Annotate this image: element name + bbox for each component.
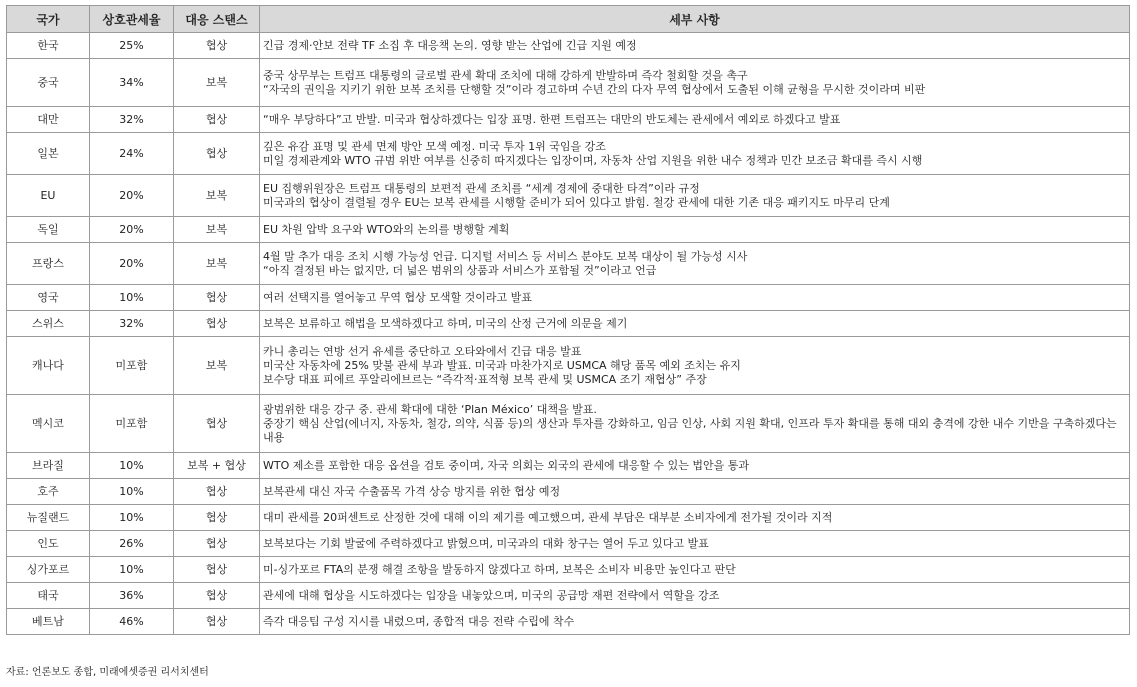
stance-cell: 협상: [174, 583, 260, 609]
table-row: [7, 395, 1130, 453]
details-line: “아직 결정된 바는 없지만, 더 넓은 범위의 상품과 서비스가 포함될 것”이라고 언급: [263, 263, 657, 277]
stance-cell: 보복: [174, 243, 260, 285]
details-cell: [260, 395, 1130, 453]
country-cell: 인도: [7, 531, 90, 557]
details-line: 여러 선택지를 열어놓고 무역 협상 모색할 것이라고 발표: [263, 290, 532, 304]
details-line: WTO 제소를 포함한 대응 옵션을 검토 중이며, 자국 의회는 외국의 관세에 대응할 수 있는 법안을 통과: [263, 458, 749, 472]
table-row: [7, 583, 1130, 609]
details-line: EU 집행위원장은 트럼프 대통령의 보편적 관세 조치를 “세계 경제에 중대한 타격”이라 규정: [263, 181, 700, 195]
source-note: 자료: 언론보도 종합, 미래에셋증권 리서치센터: [6, 667, 209, 678]
details-cell: [260, 557, 1130, 583]
table-row: [7, 453, 1130, 479]
stance-cell: 보복: [174, 175, 260, 217]
table-row: [7, 557, 1130, 583]
country-cell: 중국: [7, 59, 90, 107]
header-country: 국가: [7, 6, 90, 33]
details-line: 보수당 대표 피에르 푸알리에브르는 “즉각적·표적형 보복 관세 및 USMCA 조기 재협상” 주장: [263, 372, 707, 386]
stance-cell: 협상: [174, 531, 260, 557]
header-details: 세부 사항: [260, 6, 1130, 33]
details-cell: [260, 337, 1130, 395]
details-line: 미국과의 협상이 결렬될 경우 EU는 보복 관세를 시행할 준비가 되어 있다고 밝힘. 철강 관세에 대한 기존 대응 패키지도 마무리 단계: [263, 195, 890, 209]
details-cell: [260, 531, 1130, 557]
details-line: 깊은 유감 표명 및 관세 면제 방안 모색 예정. 미국 투자 1위 국임을 강조: [263, 139, 606, 153]
details-line: 보복관세 대신 자국 수출품목 가격 상승 방지를 위한 협상 예정: [263, 484, 561, 498]
country-cell: 대만: [7, 107, 90, 133]
stance-cell: 협상: [174, 33, 260, 59]
table-row: [7, 59, 1130, 107]
country-cell: 태국: [7, 583, 90, 609]
tariff-rate-cell: 32%: [90, 107, 174, 133]
table-header-row: [7, 6, 1130, 33]
details-line: 중국 상무부는 트럼프 대통령의 글로벌 관세 확대 조치에 대해 강하게 반발하며 즉각 철회할 것을 촉구: [263, 68, 748, 82]
stance-cell: 보복: [174, 337, 260, 395]
table-row: [7, 243, 1130, 285]
details-line: 카니 총리는 연방 선거 유세를 중단하고 오타와에서 긴급 대응 발표: [263, 344, 582, 358]
details-line: 미-싱가포르 FTA의 분쟁 해결 조항을 발동하지 않겠다고 하며, 보복은 소비자 비용만 높인다고 판단: [263, 562, 736, 576]
stance-cell: 협상: [174, 285, 260, 311]
details-cell: [260, 33, 1130, 59]
tariff-rate-cell: 20%: [90, 217, 174, 243]
country-cell: 베트남: [7, 609, 90, 635]
stance-cell: 보복 + 협상: [174, 453, 260, 479]
details-cell: [260, 583, 1130, 609]
tariff-rate-cell: 36%: [90, 583, 174, 609]
details-line: 즉각 대응팀 구성 지시를 내렸으며, 종합적 대응 전략 수립에 착수: [263, 614, 575, 628]
details-cell: [260, 243, 1130, 285]
stance-cell: 협상: [174, 505, 260, 531]
details-line: EU 차원 압박 요구와 WTO와의 논의를 병행할 계획: [263, 222, 510, 236]
tariff-rate-cell: 20%: [90, 175, 174, 217]
table-row: [7, 107, 1130, 133]
details-cell: [260, 175, 1130, 217]
details-cell: [260, 133, 1130, 175]
stance-cell: 보복: [174, 59, 260, 107]
table-row: [7, 609, 1130, 635]
country-cell: 영국: [7, 285, 90, 311]
country-cell: 독일: [7, 217, 90, 243]
stance-cell: 협상: [174, 107, 260, 133]
table-row: [7, 285, 1130, 311]
details-line: “자국의 권익을 지키기 위한 보복 조치를 단행할 것”이라 경고하며 수년 간의 다자 무역 협상에서 도출된 이해 균형을 무시한 것이라며 비판: [263, 82, 926, 96]
country-cell: 멕시코: [7, 395, 90, 453]
stance-cell: 협상: [174, 395, 260, 453]
details-cell: [260, 479, 1130, 505]
country-cell: 브라질: [7, 453, 90, 479]
details-line: 보복은 보류하고 해법을 모색하겠다고 하며, 미국의 산정 근거에 의문을 제기: [263, 316, 628, 330]
table-row: [7, 133, 1130, 175]
tariff-rate-cell: 10%: [90, 479, 174, 505]
details-cell: [260, 217, 1130, 243]
tariff-rate-cell: 46%: [90, 609, 174, 635]
country-cell: 한국: [7, 33, 90, 59]
details-line: 대미 관세를 20퍼센트로 산정한 것에 대해 이의 제기를 예고했으며, 관세 부담은 대부분 소비자에게 전가될 것이라 지적: [263, 510, 833, 524]
country-cell: 프랑스: [7, 243, 90, 285]
tariff-rate-cell: 25%: [90, 33, 174, 59]
details-cell: [260, 609, 1130, 635]
tariff-rate-cell: 24%: [90, 133, 174, 175]
stance-cell: 보복: [174, 217, 260, 243]
country-cell: 캐나다: [7, 337, 90, 395]
stance-cell: 협상: [174, 479, 260, 505]
details-line: 중장기 핵심 산업(에너지, 자동차, 철강, 의약, 식품 등)의 생산과 투자를 강화하고, 임금 인상, 사회 지원 확대, 인프라 투자 확대를 통해 대외 충격에 강한 내수 기반을 구축하겠다는 내용: [263, 416, 1117, 444]
tariff-rate-cell: 10%: [90, 453, 174, 479]
details-line: 미일 경제관계와 WTO 규범 위반 여부를 신중히 따지겠다는 입장이며, 자동차 산업 지원을 위한 내수 정책과 민간 보조금 확대를 즉시 시행: [263, 153, 923, 167]
stance-cell: 협상: [174, 557, 260, 583]
country-cell: 일본: [7, 133, 90, 175]
details-line: 관세에 대해 협상을 시도하겠다는 입장을 내놓았으며, 미국의 공급망 재편 전략에서 역할을 강조: [263, 588, 720, 602]
tariff-rate-cell: 미포함: [90, 395, 174, 453]
details-cell: [260, 59, 1130, 107]
country-cell: EU: [7, 175, 90, 217]
tariff-response-table: [6, 5, 1130, 635]
details-cell: [260, 107, 1130, 133]
details-line: 긴급 경제·안보 전략 TF 소집 후 대응책 논의. 영향 받는 산업에 긴급 지원 예정: [263, 38, 637, 52]
table-row: [7, 311, 1130, 337]
country-cell: 스위스: [7, 311, 90, 337]
tariff-rate-cell: 10%: [90, 505, 174, 531]
table-row: [7, 531, 1130, 557]
details-cell: [260, 285, 1130, 311]
details-line: 4월 말 추가 대응 조치 시행 가능성 언급. 디지털 서비스 등 서비스 분야도 보복 대상이 될 가능성 시사: [263, 249, 748, 263]
details-line: 미국산 자동차에 25% 맞불 관세 부과 발표. 미국과 마찬가지로 USMCA 해당 품목 예외 조치는 유지: [263, 358, 741, 372]
tariff-rate-cell: 20%: [90, 243, 174, 285]
table-row: [7, 505, 1130, 531]
tariff-rate-cell: 34%: [90, 59, 174, 107]
table-row: [7, 217, 1130, 243]
details-cell: [260, 311, 1130, 337]
table-row: [7, 175, 1130, 217]
tariff-response-table-wrapper: [6, 5, 1129, 635]
details-line: 보복보다는 기회 발굴에 주력하겠다고 밝혔으며, 미국과의 대화 창구는 열어 두고 있다고 발표: [263, 536, 709, 550]
tariff-rate-cell: 10%: [90, 285, 174, 311]
country-cell: 뉴질랜드: [7, 505, 90, 531]
stance-cell: 협상: [174, 133, 260, 175]
stance-cell: 협상: [174, 609, 260, 635]
tariff-rate-cell: 미포함: [90, 337, 174, 395]
stance-cell: 협상: [174, 311, 260, 337]
details-line: “매우 부당하다”고 반발. 미국과 협상하겠다는 입장 표명. 한편 트럼프는 대만의 반도체는 관세에서 예외로 하겠다고 발표: [263, 112, 841, 126]
table-row: [7, 33, 1130, 59]
tariff-rate-cell: 26%: [90, 531, 174, 557]
header-stance: 대응 스탠스: [174, 6, 260, 33]
table-row: [7, 337, 1130, 395]
country-cell: 싱가포르: [7, 557, 90, 583]
country-cell: 호주: [7, 479, 90, 505]
tariff-rate-cell: 10%: [90, 557, 174, 583]
tariff-rate-cell: 32%: [90, 311, 174, 337]
details-line: 광범위한 대응 강구 중. 관세 확대에 대한 ‘Plan México’ 대책을 발표.: [263, 402, 597, 416]
details-cell: [260, 505, 1130, 531]
details-cell: [260, 453, 1130, 479]
header-tariff-rate: 상호관세율: [90, 6, 174, 33]
table-row: [7, 479, 1130, 505]
